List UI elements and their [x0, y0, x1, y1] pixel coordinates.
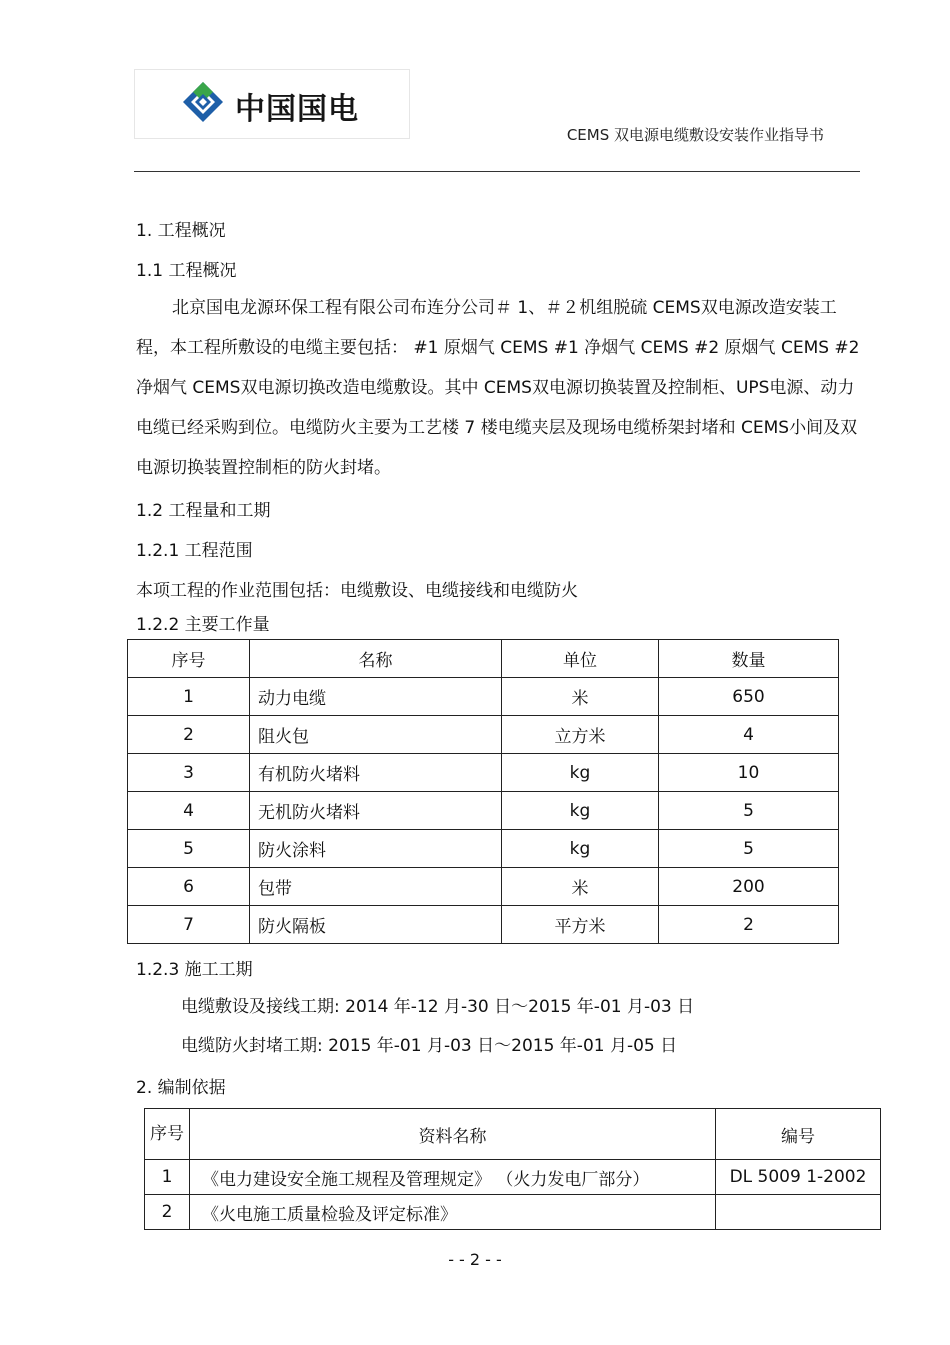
- table-row: [128, 716, 839, 754]
- cell-unit: 平方米: [502, 906, 659, 944]
- table-row: [128, 792, 839, 830]
- page-number: - - 2 - -: [448, 1250, 502, 1269]
- cell-no: 2: [145, 1195, 190, 1230]
- col-header-code: 编号: [716, 1109, 881, 1160]
- header-divider: [134, 171, 860, 172]
- schedule-cable-laying: 电缆敷设及接线工期: 2014 年-12 月-30 日～2015 年-01 月-03 日: [181, 997, 695, 1017]
- table-row: [128, 868, 839, 906]
- guodian-logo-icon: [181, 80, 225, 124]
- section-1-2-1-heading: 1.2.1 工程范围: [136, 541, 253, 561]
- cell-no: 1: [128, 678, 250, 716]
- cell-no: 5: [128, 830, 250, 868]
- logo-text: 中国国电: [235, 92, 359, 127]
- table-row: [128, 754, 839, 792]
- col-header-name: 名称: [250, 640, 502, 678]
- table-row: [128, 830, 839, 868]
- cell-no: 4: [128, 792, 250, 830]
- table-header-row: [128, 640, 839, 678]
- col-header-qty: 数量: [659, 640, 839, 678]
- cell-unit: kg: [502, 830, 659, 868]
- cell-qty: 2: [659, 906, 839, 944]
- section-1-2-3-heading: 1.2.3 施工工期: [136, 960, 253, 980]
- cell-qty: 4: [659, 716, 839, 754]
- section-1-1-heading: 1.1 工程概况: [136, 261, 237, 281]
- cell-code: [716, 1195, 881, 1230]
- cell-qty: 5: [659, 830, 839, 868]
- cell-no: 1: [145, 1160, 190, 1195]
- cell-doc-name: 《电力建设安全施工规程及管理规定》 （火力发电厂部分）: [190, 1160, 716, 1195]
- section-1-heading: 1. 工程概况: [136, 221, 226, 241]
- section-1-2-heading: 1.2 工程量和工期: [136, 501, 271, 521]
- company-logo: [134, 69, 410, 139]
- cell-qty: 5: [659, 792, 839, 830]
- table-row: [128, 906, 839, 944]
- section-1-2-2-heading: 1.2.2 主要工作量: [136, 615, 270, 635]
- reference-table: [144, 1108, 881, 1230]
- cell-qty: 200: [659, 868, 839, 906]
- cell-doc-name: 《火电施工质量检验及评定标准》: [190, 1195, 716, 1230]
- schedule-fire-sealing: 电缆防火封堵工期: 2015 年-01 月-03 日～2015 年-01 月-05 日: [181, 1036, 678, 1056]
- cell-unit: 立方米: [502, 716, 659, 754]
- cell-name: 动力电缆: [250, 678, 502, 716]
- cell-no: 7: [128, 906, 250, 944]
- cell-unit: 米: [502, 678, 659, 716]
- cell-name: 阻火包: [250, 716, 502, 754]
- scope-text: 本项工程的作业范围包括：电缆敷设、电缆接线和电缆防火: [136, 581, 578, 601]
- col-header-unit: 单位: [502, 640, 659, 678]
- section-2-heading: 2. 编制依据: [136, 1078, 226, 1098]
- cell-no: 6: [128, 868, 250, 906]
- cell-unit: 米: [502, 868, 659, 906]
- cell-unit: kg: [502, 792, 659, 830]
- col-header-doc-name: 资料名称: [190, 1109, 716, 1160]
- cell-name: 无机防火堵料: [250, 792, 502, 830]
- table-header-row: [145, 1109, 881, 1160]
- section-1-1-body: 北京国电龙源环保工程有限公司布连分公司＃ 1、＃２机组脱硫 CEMS双电源改造安装工程，本工程所敷设的电缆主要包括： #1 原烟气 CEMS #1 净烟气 CEMS #2 原烟气 CEMS #2 净烟气 CEMS双电源切换改造电缆敷设。其中 CEMS双电源切换装置及控制柜、UPS电源、动力电缆已经采购到位。电缆防火主要为工艺楼 7 楼电缆夹层及现场电缆桥架封堵和 CEMS小间及双电源切换装置控制柜的防火封堵。: [136, 298, 860, 478]
- table-row: [145, 1195, 881, 1230]
- cell-no: 3: [128, 754, 250, 792]
- cell-qty: 650: [659, 678, 839, 716]
- workload-table: [127, 639, 839, 944]
- cell-code: DL 5009 1-2002: [716, 1160, 881, 1195]
- document-title: CEMS 双电源电缆敷设安装作业指导书: [566, 126, 824, 144]
- table-row: [128, 678, 839, 716]
- cell-no: 2: [128, 716, 250, 754]
- cell-qty: 10: [659, 754, 839, 792]
- col-header-no: 序号: [145, 1109, 190, 1160]
- cell-unit: kg: [502, 754, 659, 792]
- table-row: [145, 1160, 881, 1195]
- col-header-no: 序号: [128, 640, 250, 678]
- cell-name: 包带: [250, 868, 502, 906]
- cell-name: 防火隔板: [250, 906, 502, 944]
- cell-name: 防火涂料: [250, 830, 502, 868]
- cell-name: 有机防火堵料: [250, 754, 502, 792]
